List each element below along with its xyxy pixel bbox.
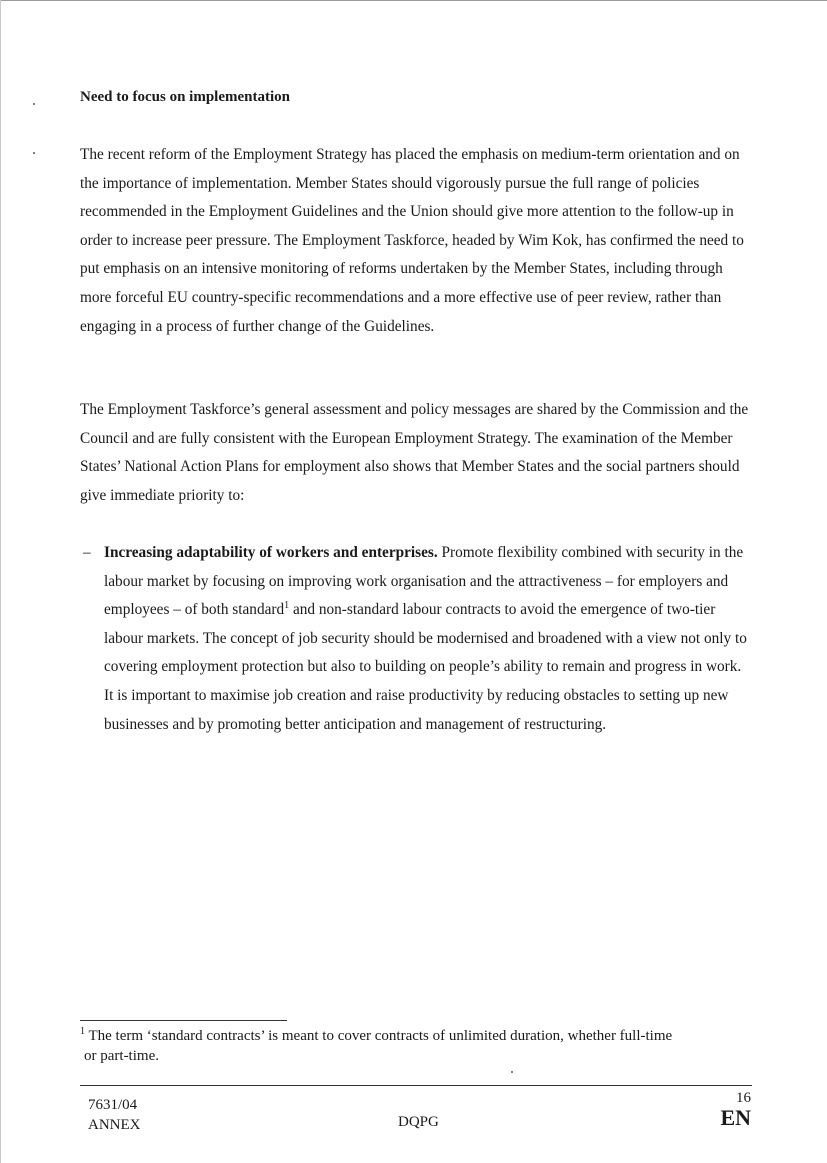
footnote-line2: or part-time. xyxy=(84,1048,159,1064)
bullet-dash: – xyxy=(83,544,91,561)
footnote xyxy=(80,1026,752,1066)
footer-right xyxy=(720,1090,751,1129)
scan-speck xyxy=(33,103,35,105)
doc-number: 7631/04 xyxy=(88,1097,138,1113)
footnote-number: 1 xyxy=(80,1026,85,1037)
paragraph-implementation: The recent reform of the Employment Strategy has placed the emphasis on medium-term orientation and on the importance of implementation. Member States should vigorously pursue the full range of policies recommended in the Employment Guidelines and the Union should give more attention to the follow-up in order to increase peer pressure. The Employment Taskforce, headed by Wim Kok, has confirmed the need to put emphasis on an intensive monitoring of reforms undertaken by the Member States, including through more forceful EU country-specific recommendations and a more effective use of peer review, rather than engaging in a process of further change of the Guidelines. xyxy=(80,146,744,335)
annex-label: ANNEX xyxy=(88,1117,141,1133)
footer-separator xyxy=(80,1085,752,1086)
bullet-bold-lead: Increasing adaptability of workers and enterprises. xyxy=(104,544,438,561)
page-left-edge xyxy=(0,0,1,1163)
department-code: DQPG xyxy=(398,1114,439,1130)
bullet-item-adaptability xyxy=(104,539,754,739)
language-code: EN xyxy=(720,1105,751,1130)
page-number: 16 xyxy=(736,1090,751,1106)
footnote-line1: The term ‘standard contracts’ is meant to cover contracts of unlimited duration, whether full-time xyxy=(85,1028,673,1044)
bullet-text-part1: Promote flexibility combined with security in the labour market by focusing on improving work organisation and the attractiveness – for employers and employees – of both standard xyxy=(104,544,744,619)
footnote-separator xyxy=(80,1020,287,1021)
scan-speck xyxy=(511,1071,513,1073)
bullet-text-part2: and non-standard labour contracts to avoid the emergence of two-tier labour markets. The concept of job security should be modernised and broadened with a view not only to covering employment protection but also to building on people’s ability to remain and progress in work. It is important to maximise job creation and raise productivity by reducing obstacles to setting up new businesses and by promoting better anticipation and management of restructuring. xyxy=(104,601,747,733)
footer-left xyxy=(88,1095,141,1135)
page-top-edge xyxy=(0,0,827,1)
footnote-reference[interactable]: 1 xyxy=(284,600,290,612)
section-heading: Need to focus on implementation xyxy=(80,89,290,105)
paragraph-taskforce-assessment: The Employment Taskforce’s general assessment and policy messages are shared by the Commission and the Council and are fully consistent with the European Employment Strategy. The examination of the Member States’ National Action Plans for employment also shows that Member States and the social partners should give immediate priority to: xyxy=(80,401,749,504)
scan-speck xyxy=(33,152,35,154)
